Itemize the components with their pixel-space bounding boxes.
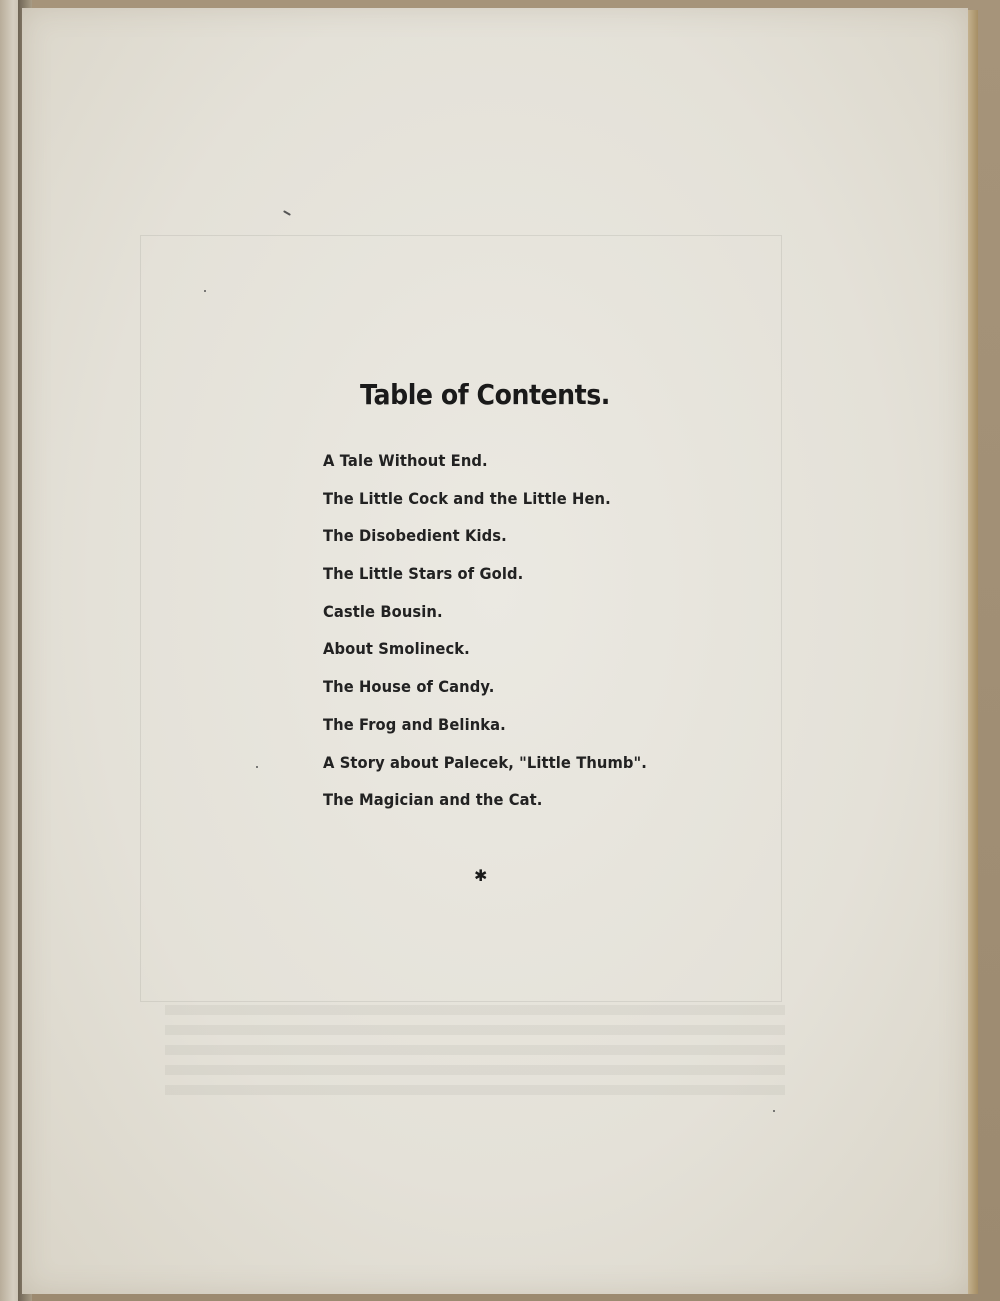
toc-entry: The Frog and Belinka. xyxy=(323,714,506,734)
toc-entry: The House of Candy. xyxy=(323,677,495,697)
toc-entry: A Story about Palecek, "Little Thumb". xyxy=(323,752,647,772)
toc-entry: A Tale Without End. xyxy=(323,451,488,470)
toc-entry: The Little Cock and the Little Hen. xyxy=(323,488,611,508)
toc-heading: Table of Contents. xyxy=(360,378,610,411)
paper-speck xyxy=(204,290,206,292)
toc-entry: The Disobedient Kids. xyxy=(323,526,507,546)
toc-entry: The Magician and the Cat. xyxy=(323,790,543,810)
paper-speck xyxy=(773,1110,775,1112)
toc-entry: About Smolineck. xyxy=(323,639,470,659)
paper-speck xyxy=(256,766,258,768)
toc-entry: The Little Stars of Gold. xyxy=(323,564,524,584)
toc-list xyxy=(323,448,675,825)
show-through-text-block xyxy=(165,1005,785,1095)
asterisk-ornament-icon: ✱ xyxy=(474,866,488,885)
toc-entry: Castle Bousin. xyxy=(323,601,443,621)
